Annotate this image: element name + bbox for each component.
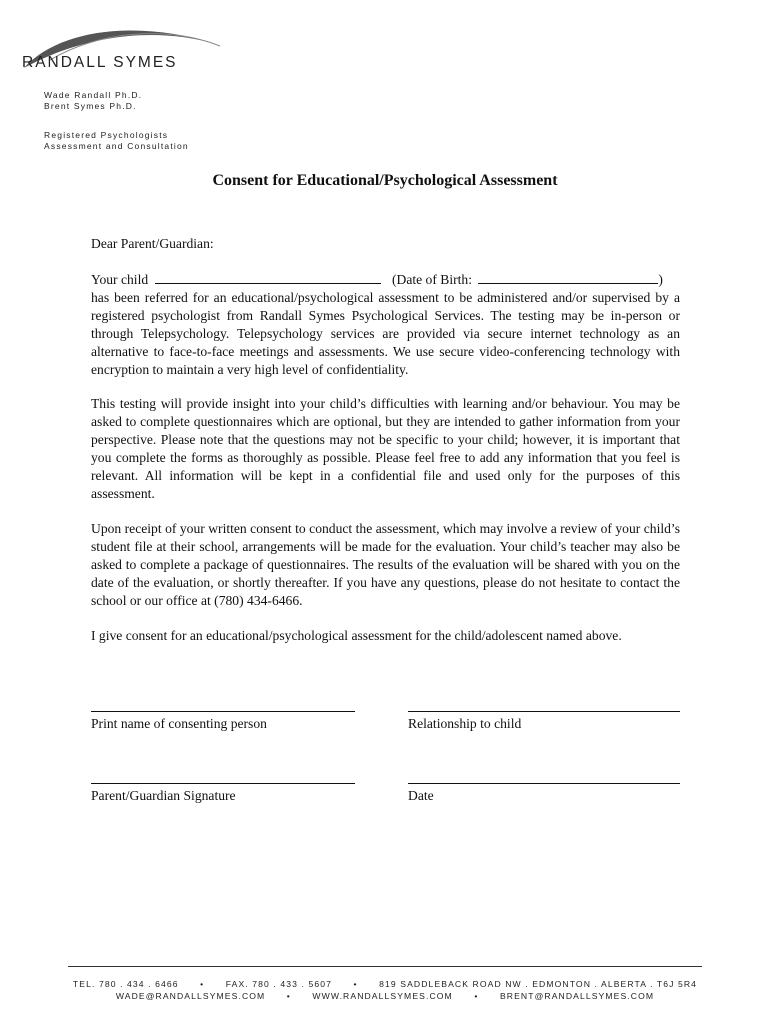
signature-field[interactable] bbox=[91, 783, 355, 784]
date-label: Date bbox=[408, 788, 434, 803]
paragraph-consent: I give consent for an educational/psychological assessment for the child/adolescent named above. bbox=[91, 628, 622, 643]
paragraph-arrangements: Upon receipt of your written consent to conduct the assessment, which may involve a review of your child’s student file at their school, arrangements will be made for the evaluation. Your child’s teacher may also be asked to complete a package of questionnaires. The results of the evaluation will be shared with you on the date of the evaluation, or shortly thereafter. If you have any questions, please do not hesitate to contact the school or our office at (780) 434-6466. bbox=[91, 521, 680, 608]
dob-close: ) bbox=[658, 272, 663, 287]
footer-address: 819 SADDLEBACK ROAD NW . EDMONTON . ALBERTA . T6J 5R4 bbox=[379, 979, 698, 989]
paragraph-testing: This testing will provide insight into your child’s difficulties with learning and/or behaviour. You may be asked to complete questionnaires which are optional, but they are intended to gather information from your perspective. Please note that the questions may not be specific to your child; however, it is important that you complete the forms as thoroughly as possible. Please feel free to add any information that you feel is relevant. All information will be kept in a confidential file and used only for the purposes of this assessment. bbox=[91, 396, 680, 501]
print-name-field[interactable] bbox=[91, 711, 355, 712]
relationship-label: Relationship to child bbox=[408, 716, 522, 731]
tagline-line: Registered Psychologists bbox=[44, 130, 169, 140]
document-title: Consent for Educational/Psychological Assessment bbox=[212, 172, 558, 189]
dob-label: (Date of Birth: bbox=[391, 272, 472, 287]
footer-contact-line bbox=[0, 979, 770, 989]
tagline-line: Assessment and Consultation bbox=[44, 140, 189, 151]
footer-bullet: • bbox=[474, 991, 479, 1001]
footer-website[interactable]: WWW.RANDALLSYMES.COM bbox=[312, 991, 453, 1001]
company-tagline bbox=[44, 130, 189, 151]
psychologist-name: Wade Randall Ph.D. bbox=[44, 90, 143, 100]
signature-label: Parent/Guardian Signature bbox=[91, 788, 236, 803]
psychologist-name: Brent Symes Ph.D. bbox=[44, 100, 137, 111]
date-field[interactable] bbox=[408, 783, 680, 784]
footer-bullet: • bbox=[200, 979, 205, 989]
footer-email-brent[interactable]: BRENT@RANDALLSYMES.COM bbox=[499, 991, 655, 1001]
footer-email-wade[interactable]: WADE@RANDALLSYMES.COM bbox=[115, 991, 266, 1001]
footer-divider bbox=[68, 966, 702, 967]
print-name-label: Print name of consenting person bbox=[91, 716, 267, 731]
paragraph-referral-text: has been referred for an educational/psychological assessment to be administered and/or supervised by a registered psychologist from Randall Symes Psychological Services. The testing may be in-person or through Telepsychology. Telepsychology services are provided via secure internet technology as an alternative to face-to-face meetings and assessments. We use secure video-conferencing technology with encryption to maintain a very high level of confidentiality. bbox=[91, 289, 680, 377]
footer-phone: TEL. 780 . 434 . 6466 bbox=[72, 979, 179, 989]
company-name: RANDALL SYMES bbox=[22, 54, 178, 71]
footer-web-line bbox=[0, 991, 770, 1001]
relationship-field[interactable] bbox=[408, 711, 680, 712]
child-name-field[interactable] bbox=[155, 270, 381, 284]
salutation: Dear Parent/Guardian: bbox=[91, 236, 214, 251]
footer-fax: FAX. 780 . 433 . 5607 bbox=[225, 979, 333, 989]
footer-bullet: • bbox=[286, 991, 291, 1001]
paragraph-referral bbox=[91, 270, 680, 378]
footer-bullet: • bbox=[353, 979, 358, 989]
psychologist-names bbox=[44, 90, 142, 111]
date-of-birth-field[interactable] bbox=[478, 270, 658, 284]
child-label: Your child bbox=[91, 272, 149, 287]
